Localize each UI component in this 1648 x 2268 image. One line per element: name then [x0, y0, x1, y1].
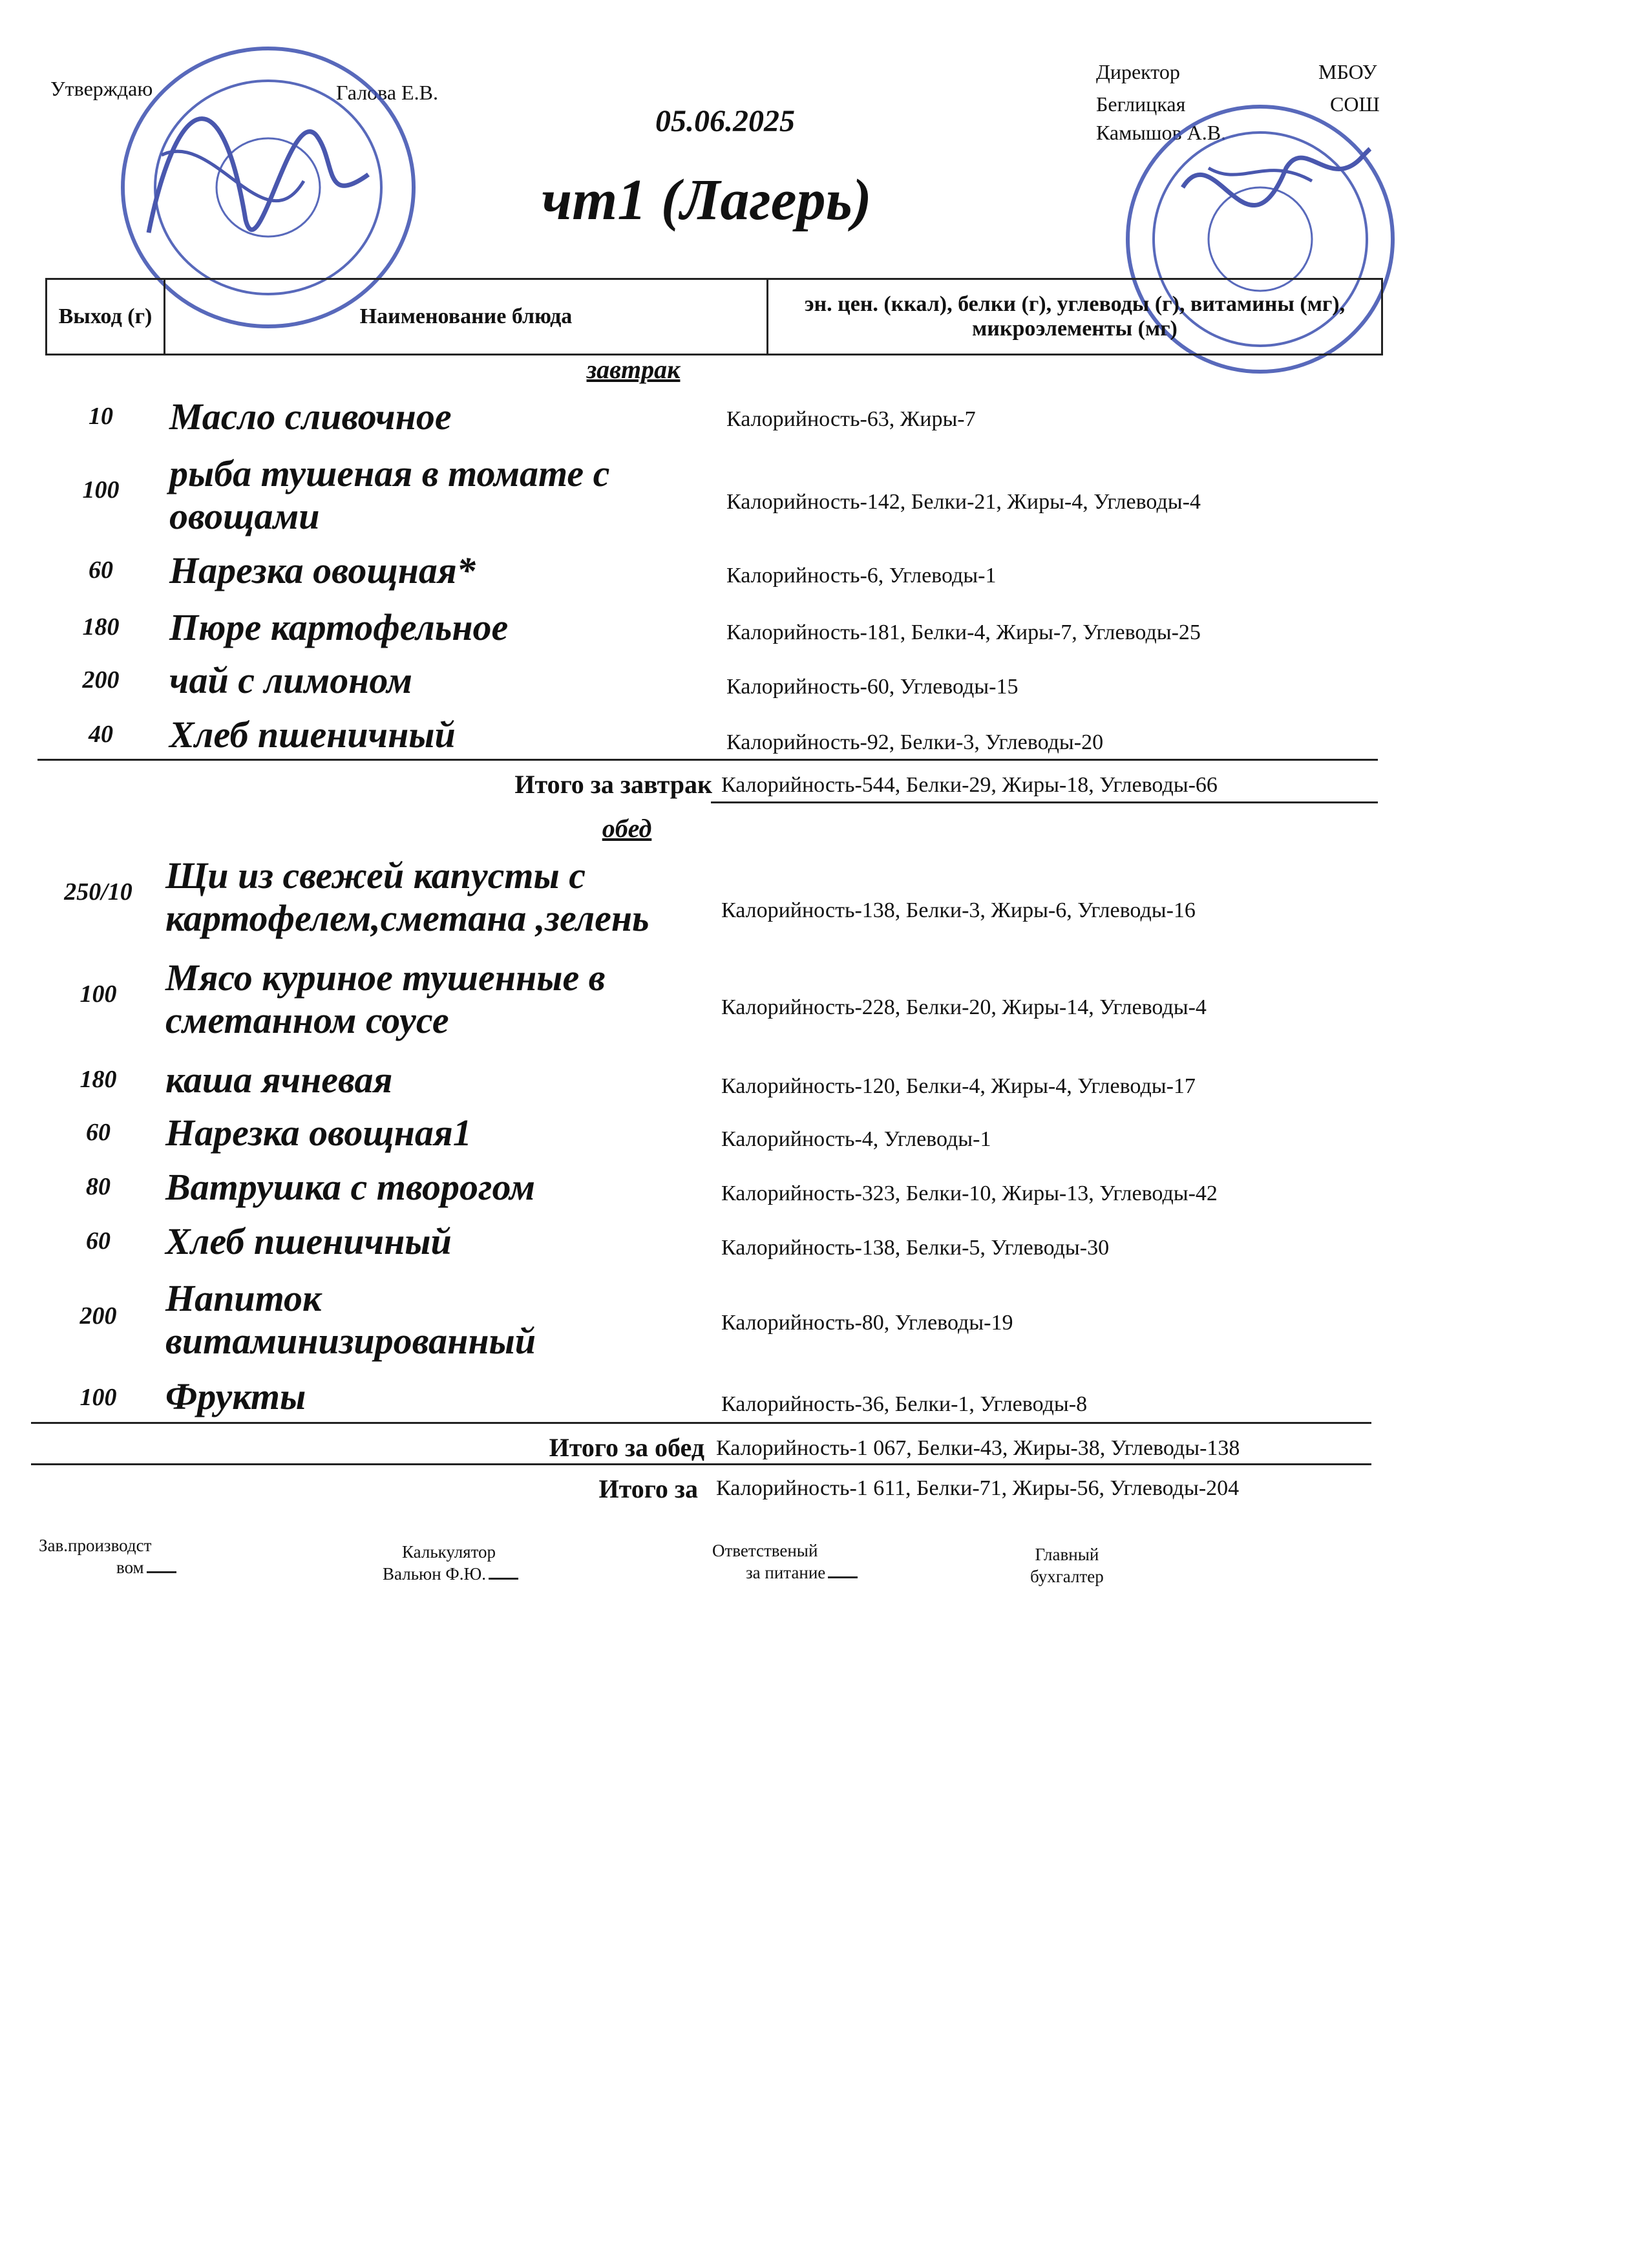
breakfast-total-value: Калорийность-544, Белки-29, Жиры-18, Углеводы-66: [721, 773, 1218, 797]
column-header-nutrition: эн. цен. (ккал), белки (г), углеводы (г), витамины (мг), микроэлементы (мг): [804, 292, 1346, 341]
item-dish: Напиток витаминизированный: [165, 1277, 536, 1362]
org-short: МБОУ: [1318, 60, 1377, 83]
item-yield: 250/10: [64, 878, 132, 906]
item-dish: Нарезка овощная*: [169, 549, 476, 591]
item-yield: 100: [79, 980, 117, 1008]
item-yield: 10: [89, 403, 113, 430]
item-yield: 60: [89, 556, 113, 584]
divider: [711, 801, 1378, 803]
column-header-yield: Выход (г): [58, 304, 153, 328]
signature-label: Ответственый: [712, 1541, 818, 1560]
menu-date: 05.06.2025: [655, 104, 795, 138]
item-nutrition: Калорийность-60, Углеводы-15: [726, 675, 1019, 699]
section-lunch-label: обед: [602, 814, 652, 843]
item-dish: Пюре картофельное: [169, 606, 509, 648]
grand-total-value: Калорийность-1 611, Белки-71, Жиры-56, Углеводы-204: [716, 1476, 1240, 1500]
item-nutrition: Калорийность-6, Углеводы-1: [726, 564, 997, 588]
divider: [31, 1463, 1371, 1465]
item-nutrition: Калорийность-63, Жиры-7: [726, 407, 976, 431]
item-nutrition: Калорийность-228, Белки-20, Жиры-14, Углеводы-4: [721, 995, 1207, 1019]
item-nutrition: Калорийность-181, Белки-4, Жиры-7, Углеводы-25: [726, 620, 1201, 644]
divider: [31, 1422, 1371, 1424]
signature-label: за питание: [746, 1563, 826, 1582]
lunch-total-value: Калорийность-1 067, Белки-43, Жиры-38, Углеводы-138: [716, 1436, 1240, 1460]
item-dish: Мясо куриное тушенные в сметанном соусе: [165, 957, 606, 1041]
lunch-total-label: Итого за обед: [549, 1433, 704, 1462]
signature-chief-accountant: [1030, 1543, 1104, 1587]
approve-label: Утверждаю: [50, 77, 153, 100]
signature-production-manager: [39, 1534, 176, 1578]
item-yield: 80: [86, 1173, 111, 1200]
item-dish: Масло сливочное: [169, 396, 452, 438]
item-nutrition: Калорийность-36, Белки-1, Углеводы-8: [721, 1392, 1088, 1416]
item-yield: 40: [89, 721, 113, 748]
item-yield: 60: [86, 1119, 111, 1146]
signature-label: Калькулятор: [402, 1542, 496, 1562]
item-yield: 100: [79, 1384, 117, 1411]
item-nutrition: Калорийность-4, Углеводы-1: [721, 1127, 991, 1151]
item-dish: Хлеб пшеничный: [165, 1220, 452, 1262]
item-nutrition: Калорийность-80, Углеводы-19: [721, 1311, 1013, 1335]
item-nutrition: Калорийность-142, Белки-21, Жиры-4, Углеводы-4: [726, 490, 1201, 514]
director-label: Директор: [1096, 60, 1180, 83]
item-dish: Ватрушка с творогом: [165, 1166, 535, 1208]
item-dish: Хлеб пшеничный: [169, 714, 456, 756]
item-yield: 180: [79, 1066, 117, 1093]
page-title: чт1 (Лагерь): [542, 168, 872, 232]
signature-label: Зав.производст: [39, 1536, 152, 1555]
item-yield: 100: [82, 476, 120, 503]
item-dish: Фрукты: [165, 1375, 306, 1417]
signature-calculator: [383, 1541, 518, 1585]
signature-line: [489, 1578, 518, 1580]
signature-label: вом: [116, 1558, 144, 1577]
school-name: Беглицкая: [1096, 92, 1186, 116]
divider: [37, 759, 1378, 761]
item-nutrition: Калорийность-92, Белки-3, Углеводы-20: [726, 730, 1104, 754]
signature-line: [828, 1576, 858, 1578]
item-nutrition: Калорийность-138, Белки-3, Жиры-6, Углеводы-16: [721, 898, 1196, 922]
item-nutrition: Калорийность-138, Белки-5, Углеводы-30: [721, 1236, 1110, 1260]
column-header-dish: Наименование блюда: [359, 304, 573, 328]
signature-label: Главный: [1035, 1545, 1099, 1564]
item-dish: Щи из свежей капусты с картофелем,сметана ,зелень: [165, 854, 650, 939]
breakfast-total-label: Итого за завтрак: [514, 770, 712, 799]
section-breakfast-label: завтрак: [586, 355, 681, 384]
item-dish: рыба тушеная в томате с овощами: [169, 452, 610, 537]
item-dish: чай с лимоном: [169, 659, 412, 701]
item-dish: каша ячневая: [165, 1059, 393, 1101]
item-yield: 60: [86, 1227, 111, 1255]
item-yield: 200: [82, 666, 120, 694]
signature-responsible: [712, 1540, 858, 1584]
item-nutrition: Калорийность-120, Белки-4, Жиры-4, Углеводы-17: [721, 1074, 1196, 1098]
signature-label: бухгалтер: [1030, 1567, 1104, 1586]
item-dish: Нарезка овощная1: [165, 1112, 472, 1154]
approver-name: Галова Е.В.: [336, 81, 438, 104]
item-yield: 180: [82, 613, 120, 641]
director-name: Камышов А.В.: [1096, 121, 1227, 144]
item-nutrition: Калорийность-323, Белки-10, Жиры-13, Углеводы-42: [721, 1182, 1218, 1205]
grand-total-label: Итого за: [598, 1474, 698, 1503]
item-yield: 200: [79, 1302, 117, 1330]
signature-line: [147, 1571, 176, 1573]
school-type: СОШ: [1330, 92, 1380, 116]
table-header: [45, 278, 1383, 355]
signature-label: Вальюн Ф.Ю.: [383, 1564, 486, 1584]
